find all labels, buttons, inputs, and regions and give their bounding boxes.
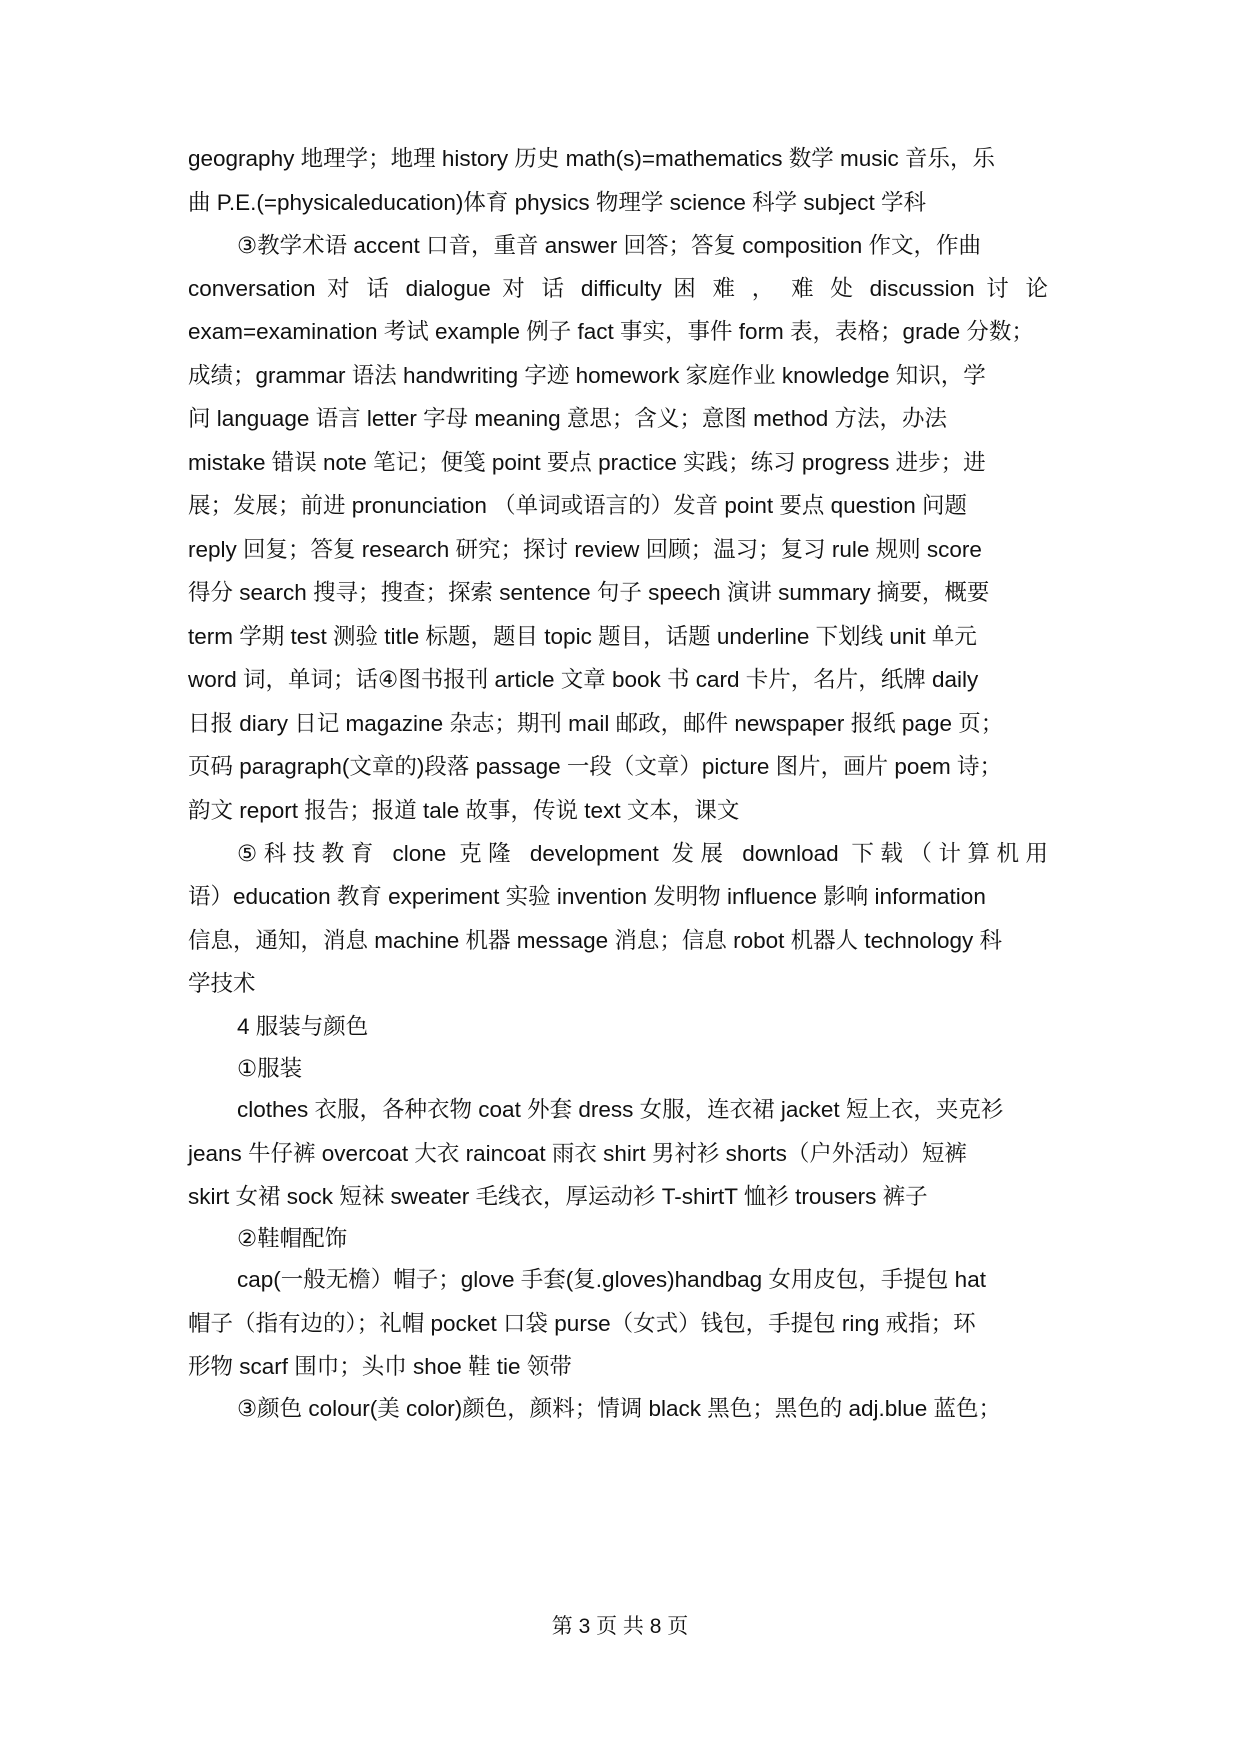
text-line: 信息，通知，消息 machine 机器 message 消息；信息 robot 机器人 technology 科 — [188, 928, 1002, 953]
text-line: jeans 牛仔裤 overcoat 大衣 raincoat 雨衣 shirt 男衬衫 shorts（户外活动）短裤 — [188, 1141, 967, 1166]
section-item-teaching-terms: ③教学术语 accent 口音，重音 answer 回答；答复 composition 作文，作曲 — [237, 233, 982, 258]
text-line: 形物 scarf 围巾；头巾 shoe 鞋 tie 领带 — [188, 1354, 572, 1379]
text-line: 曲 P.E.(=physicaleducation)体育 physics 物理学 science 科学 subject 学科 — [188, 190, 926, 215]
text-line: 学技术 — [188, 971, 256, 996]
section-item-tech-education: ⑤科技教育 clone 克隆 development 发展 download 下载（计算机用 — [237, 841, 1048, 866]
subsection-heading-clothing: ①服装 — [237, 1056, 303, 1081]
text-line: 成绩；grammar 语法 handwriting 字迹 homework 家庭作业 knowledge 知识，学 — [188, 363, 986, 388]
text-line: 得分 search 搜寻；搜查；探索 sentence 句子 speech 演讲 summary 摘要，概要 — [188, 580, 990, 605]
text-line: conversation 对 话 dialogue 对 话 difficulty 困 难 ， 难 处 discussion 讨 论 — [188, 276, 1048, 301]
text-line: exam=examination 考试 example 例子 fact 事实，事件 form 表，表格；grade 分数； — [188, 319, 1034, 344]
text-line: skirt 女裙 sock 短袜 sweater 毛线衣，厚运动衫 T-shirtT 恤衫 trousers 裤子 — [188, 1184, 928, 1209]
text-line: 语）education 教育 experiment 实验 invention 发明物 influence 影响 information — [188, 884, 986, 909]
text-line: reply 回复；答复 research 研究；探讨 review 回顾；温习；复习 rule 规则 score — [188, 537, 982, 562]
text-line: term 学期 test 测验 title 标题，题目 topic 题目，话题 underline 下划线 unit 单元 — [188, 624, 977, 649]
page-number-footer: 第 3 页 共 8 页 — [551, 1615, 689, 1638]
text-line: mistake 错误 note 笔记；便笺 point 要点 practice 实践；练习 progress 进步；进 — [188, 450, 986, 475]
subsection-heading-accessories: ②鞋帽配饰 — [237, 1226, 348, 1251]
subsection-heading-colors: ③颜色 colour(美 color)颜色，颜料；情调 black 黑色；黑色的 adj.blue 蓝色； — [237, 1396, 1002, 1421]
section-heading-clothing-colors: 4 服装与颜色 — [237, 1014, 369, 1039]
text-line: geography 地理学；地理 history 历史 math(s)=mathematics 数学 music 音乐，乐 — [188, 146, 996, 171]
text-line: 页码 paragraph(文章的)段落 passage 一段（文章）picture 图片，画片 poem 诗； — [188, 754, 1002, 779]
text-line: word 词，单词；话④图书报刊 article 文章 book 书 card 卡片，名片，纸牌 daily — [188, 667, 979, 692]
text-line: 问 language 语言 letter 字母 meaning 意思；含义；意图 method 方法，办法 — [188, 406, 947, 431]
text-line: 帽子（指有边的）；礼帽 pocket 口袋 purse（女式）钱包，手提包 ring 戒指；环 — [188, 1311, 976, 1336]
text-line: 韵文 report 报告；报道 tale 故事，传说 text 文本，课文 — [188, 798, 740, 823]
text-line: cap(一般无檐）帽子；glove 手套(复.gloves)handbag 女用皮包，手提包 hat — [237, 1267, 986, 1292]
text-line: 日报 diary 日记 magazine 杂志；期刊 mail 邮政，邮件 newspaper 报纸 page 页； — [188, 711, 1004, 736]
text-line: clothes 衣服，各种衣物 coat 外套 dress 女服，连衣裙 jacket 短上衣，夹克衫 — [237, 1097, 1004, 1122]
text-line: 展；发展；前进 pronunciation （单词或语言的）发音 point 要点 question 问题 — [188, 493, 967, 518]
